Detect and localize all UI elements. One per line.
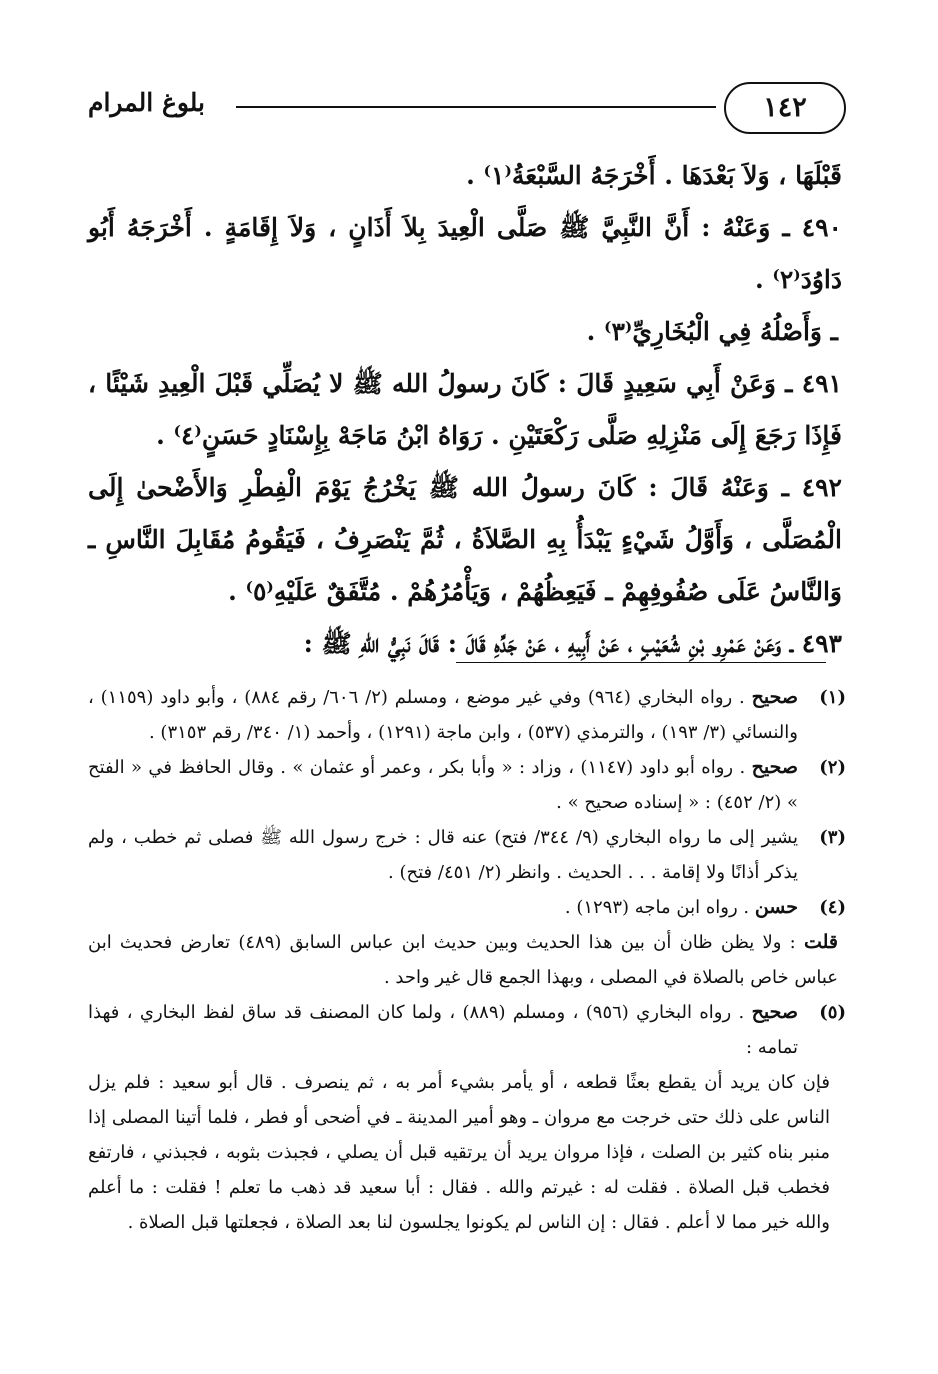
page-number: ١٤٢	[763, 92, 807, 123]
footnote-5-quote: فإن كان يريد أن يقطع بعثًا قطعه ، أو يأمر بشيء أمر به ، ثم ينصرف . قال أبو سعيد : فلم يزل الناس على ذلك حتى خرجت مع مروان ـ وهو أمير المدينة ـ في أضحى أو فطر ، فلما أتينا المصلى إذا منبر بناه كثير بن الصلت ، فإذا مروان يريد أن يرتقيه قبل أن يصلي ، فجبذت بثوبه ، فجبذني ، فارتفع فخطب قبل الصلاة . فقلت له : غيرتم والله . فقال : أبا سعيد قد ذهب ما تعلم ! فقلت : ما أعلم والله خير مما لا أعلم . فقال : إن الناس لم يكونوا يجلسون لنا بعد الصلاة ، فجعلتها قبل الصلاة .	[88, 1072, 830, 1233]
page-number-badge	[724, 82, 846, 134]
note-label: قلت	[803, 931, 838, 953]
footnote-number: (٥)	[819, 1002, 846, 1023]
footnote-body	[88, 680, 798, 750]
footnote-4-note	[88, 925, 846, 995]
footnote-4	[88, 890, 846, 925]
hadith-493: ٤٩٣ ـ وَعَنْ عَمْرِو بْنِ شُعَيْبٍ ، عَنْ أَبِيهِ ، عَنْ جَدِّهِ قَالَ : قَالَ نَبِيُّ اللهِ ﷺ :	[303, 629, 842, 658]
footnote-separator	[456, 662, 826, 663]
footnote-number: (٤)	[819, 897, 846, 918]
footnote-grade: حسن	[754, 896, 798, 918]
book-title: بلوغ المرام	[88, 88, 206, 117]
main-paragraph: قَبْلَهَا ، وَلاَ بَعْدَهَا . أَخْرَجَهُ السَّبْعَةُ⁽١⁾ .	[466, 161, 842, 190]
footnote-grade: صحيح	[751, 686, 798, 708]
footnote-text: يشير إلى ما رواه البخاري (٩/ ٣٤٤/ فتح) عنه قال : خرج رسول الله ﷺ فصلى ثم خطب ، ولم يذكر أذانًا ولا إقامة . . . الحديث . وانظر (٢/ ٤٥١/ فتح) .	[88, 827, 798, 883]
footnote-body	[88, 995, 798, 1065]
hadith-490-note: ـ وَأَصْلُهُ فِي الْبُخَارِيِّ⁽٣⁾ .	[586, 317, 838, 346]
footnotes	[88, 680, 846, 1240]
footnote-body	[88, 820, 798, 890]
footnote-number: (١)	[819, 687, 846, 708]
footnote-body	[88, 750, 798, 820]
footnote-text: . رواه البخاري (٩٥٦) ، ومسلم (٨٨٩) ، ولما كان المصنف قد ساق لفظ البخاري ، فهذا تمامه :	[88, 1002, 798, 1058]
footnote-grade: صحيح	[751, 756, 798, 778]
footnote-text: . رواه ابن ماجه (١٢٩٣) .	[564, 897, 750, 918]
footnote-number: (٣)	[819, 827, 846, 848]
footnote-text: . رواه أبو داود (١١٤٧) ، وزاد : « وأبا بكر ، وعمر أو عثمان » . وقال الحافظ في « الفتح » (٢/ ٤٥٢) : « إسناده صحيح » .	[88, 757, 798, 813]
page-header	[88, 82, 848, 142]
footnote-number: (٢)	[819, 757, 846, 778]
header-rule	[236, 106, 716, 108]
footnote-5	[88, 995, 846, 1065]
hadith-490: ٤٩٠ ـ وَعَنْهُ : أَنَّ النَّبِيَّ ﷺ صَلَّى الْعِيدَ بِلاَ أَذَانٍ ، وَلاَ إِقَامَةٍ . أَخْرَجَهُ أَبُو دَاوُدَ⁽٢⁾ .	[88, 213, 842, 294]
note-text: : ولا يظن ظان أن بين هذا الحديث وبين حديث ابن عباس السابق (٤٨٩) تعارض فحديث ابن عباس خاص بالصلاة في المصلى ، وبهذا الجمع قال غير واحد .	[88, 932, 838, 988]
hadith-491: ٤٩١ ـ وَعَنْ أَبِي سَعِيدٍ قَالَ : كَانَ رسولُ الله ﷺ لا يُصَلِّي قَبْلَ الْعِيدِ شَيْئًا ، فَإِذَا رَجَعَ إِلَى مَنْزِلِهِ صَلَّى رَكْعَتَيْنِ . رَوَاهُ ابْنُ مَاجَهْ بِإِسْنَادٍ حَسَنٍ⁽٤⁾ .	[88, 369, 842, 450]
footnote-text: . رواه البخاري (٩٦٤) وفي غير موضع ، ومسلم (٢/ ٦٠٦/ رقم ٨٨٤) ، وأبو داود (١١٥٩) ، والنسائي (٣/ ١٩٣) ، والترمذي (٥٣٧) ، وابن ماجة (١٢٩١) ، وأحمد (١/ ٣٤٠/ رقم ٣١٥٣) .	[88, 687, 798, 743]
main-text	[88, 150, 842, 670]
footnote-1	[88, 680, 846, 750]
footnote-3	[88, 820, 846, 890]
footnote-grade: صحيح	[751, 1001, 798, 1023]
footnote-body	[88, 890, 798, 925]
hadith-492: ٤٩٢ ـ وَعَنْهُ قَالَ : كَانَ رسولُ الله ﷺ يَخْرُجُ يَوْمَ الْفِطْرِ وَالأَضْحىٰ إِلَى الْمُصَلَّى ، وَأَوَّلُ شَيْءٍ يَبْدَأُ بِهِ الصَّلاَةُ ، ثُمَّ يَنْصَرِفُ ، فَيَقُومُ مُقَابِلَ النَّاسِ ـ وَالنَّاسُ عَلَى صُفُوفِهِمْ ـ فَيَعِظُهُمْ ، وَيَأْمُرُهُمْ . مُتَّفَقٌ عَلَيْهِ⁽٥⁾ .	[88, 473, 842, 606]
footnote-2	[88, 750, 846, 820]
